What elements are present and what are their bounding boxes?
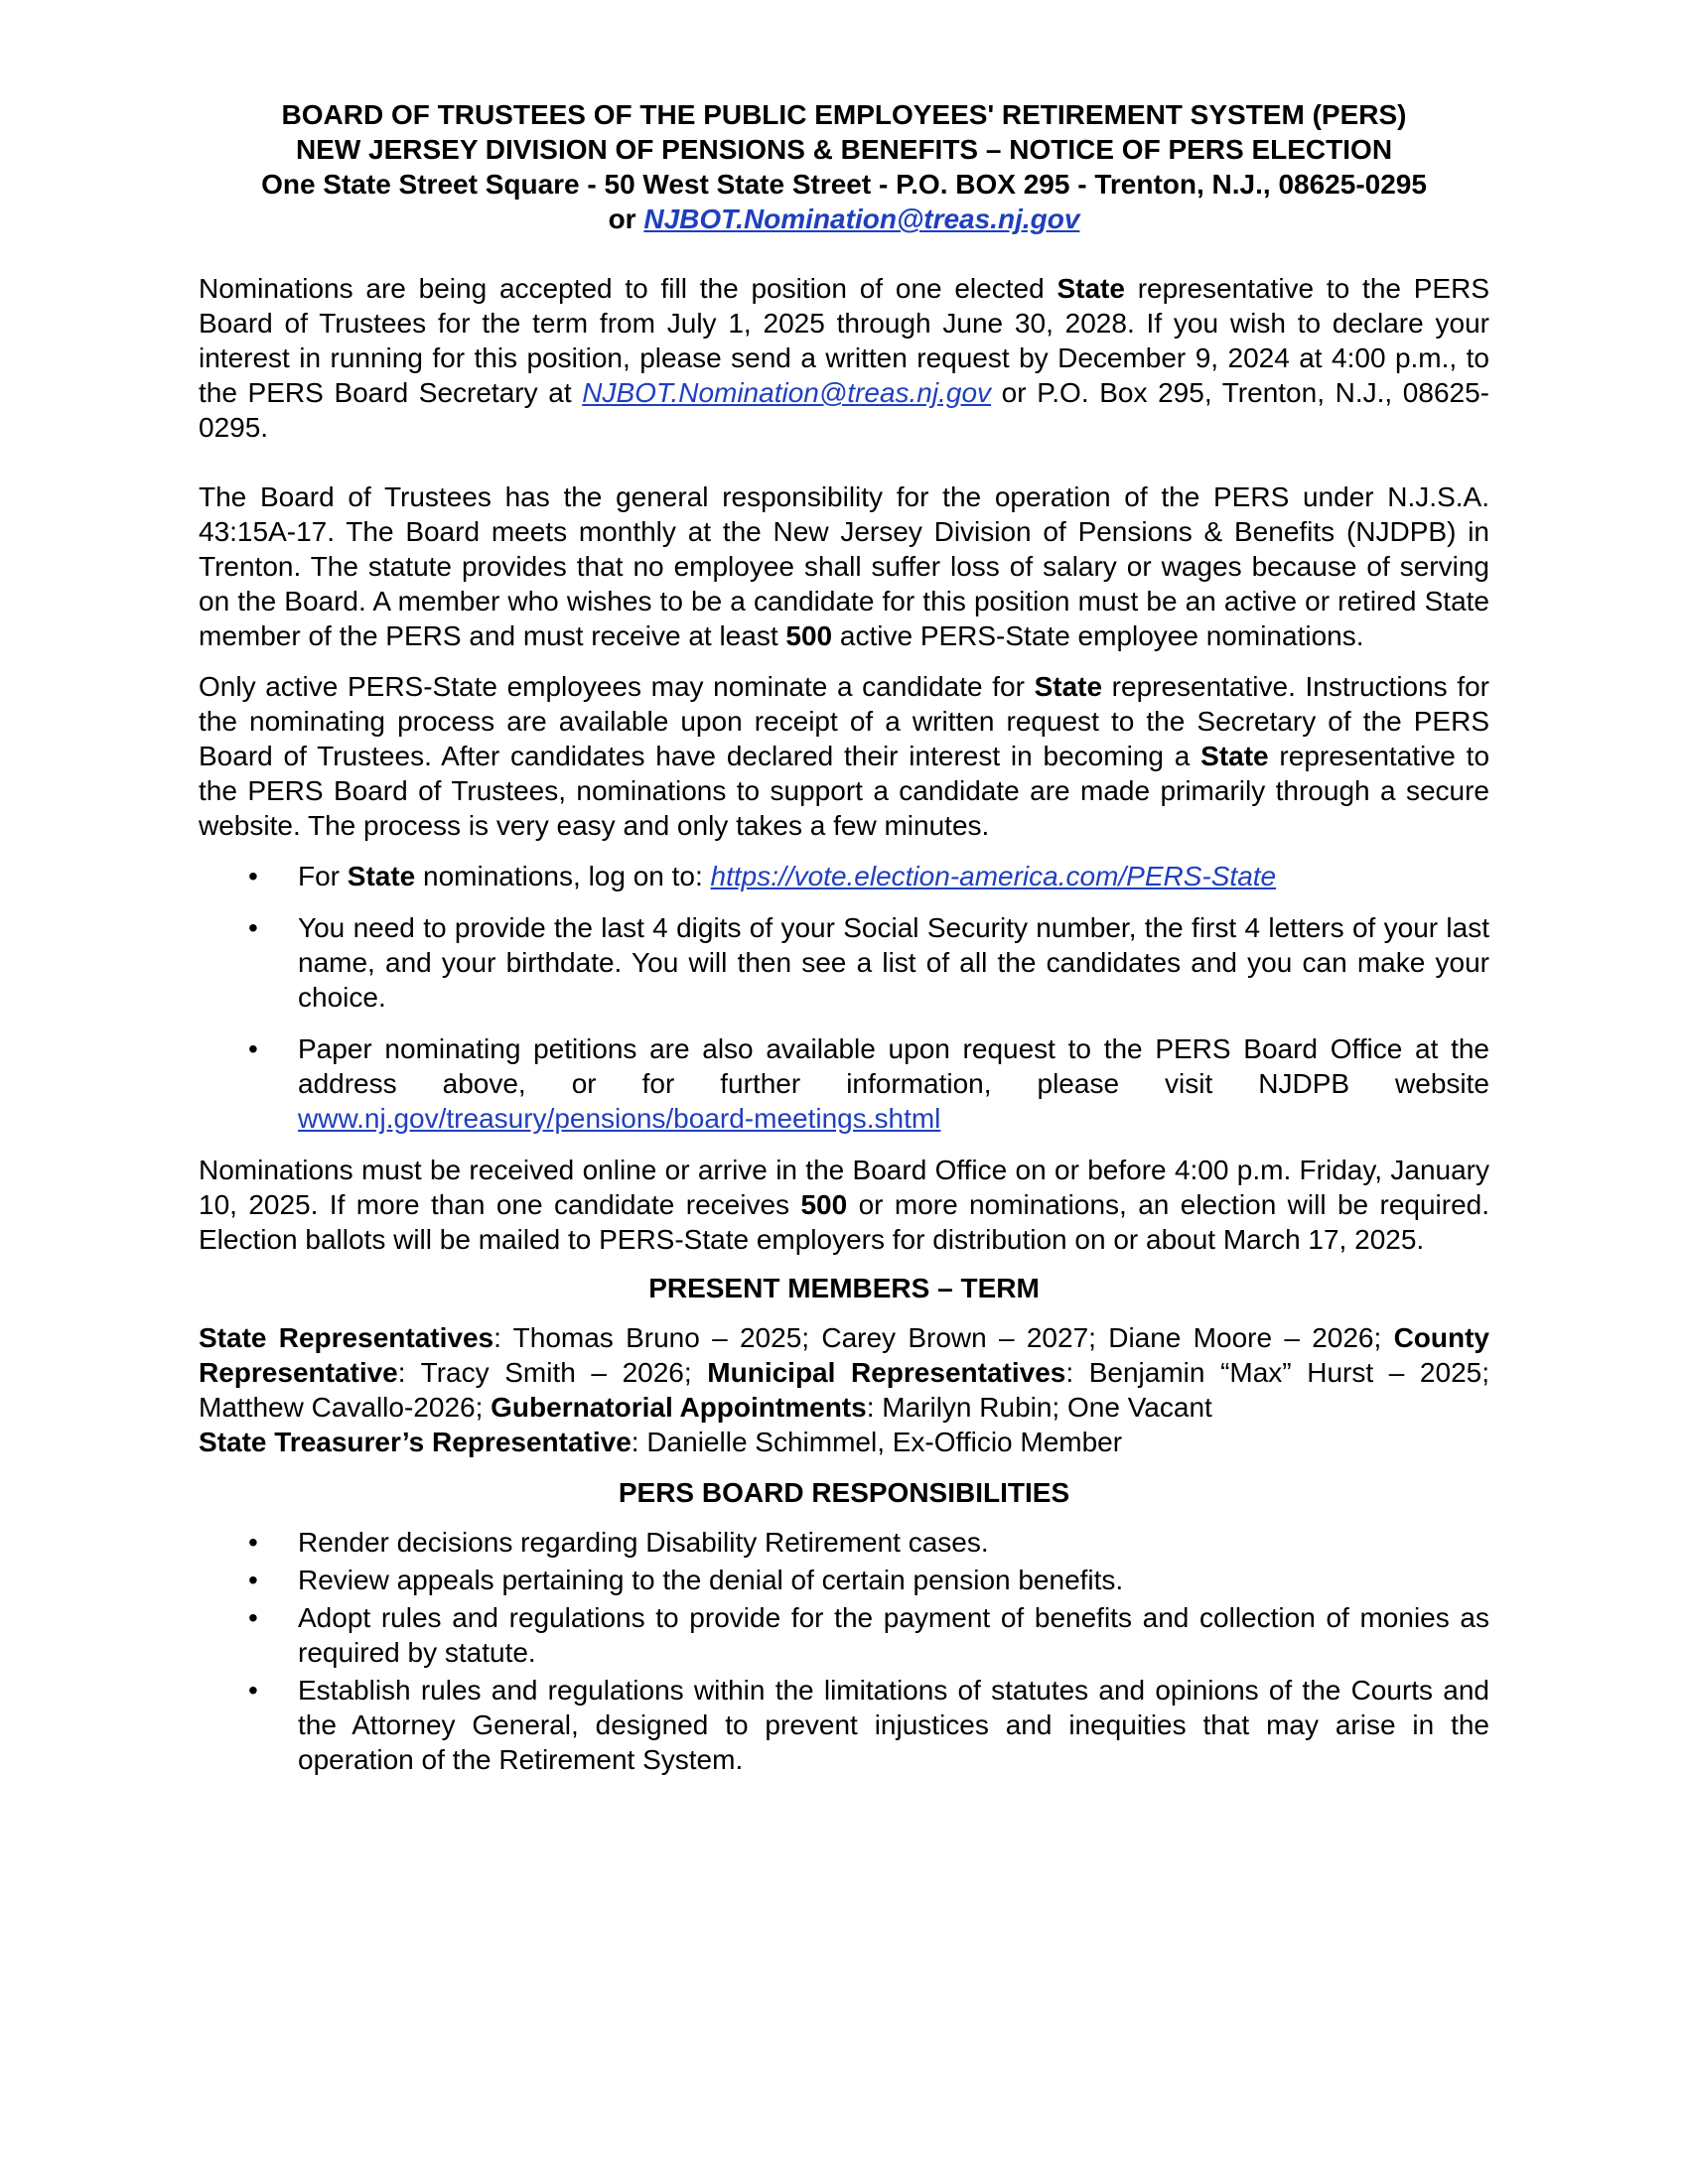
paragraph-board-responsibility [199, 479, 1489, 653]
text-run: Render decisions regarding Disability Retirement cases. [298, 1527, 989, 1558]
text-run: : Benjamin “Max” Hurst – 2025; Matthew Cavallo-2026; [199, 1357, 1489, 1423]
bold-label: State Representatives [199, 1322, 494, 1353]
bullet-icon: • [248, 1527, 258, 1558]
text-run: For [298, 861, 348, 891]
list-item [199, 859, 1489, 893]
bold-state: State [1056, 273, 1125, 304]
text-run: representative. Instructions for the nominating process are available upon receipt of a written request to the Secretary of the PERS Board of Trustees. After candidates have declared their interest in becoming a [199, 671, 1489, 771]
responsibilities-title: PERS BOARD RESPONSIBILITIES [618, 1477, 1070, 1508]
board-meetings-link[interactable]: www.nj.gov/treasury/pensions/board-meetings.shtml [298, 1103, 941, 1134]
text-run: active PERS-State employee nominations. [832, 620, 1364, 651]
bold-state: State [347, 861, 416, 891]
header-line-1: BOARD OF TRUSTEES OF THE PUBLIC EMPLOYEES' RETIREMENT SYSTEM (PERS) [281, 99, 1407, 130]
text-run: : Marilyn Rubin; One Vacant [866, 1392, 1212, 1423]
header-line-4 [199, 202, 1489, 236]
text-run: Only active PERS-State employees may nominate a candidate for [199, 671, 1035, 702]
header-line-2: NEW JERSEY DIVISION OF PENSIONS & BENEFITS – NOTICE OF PERS ELECTION [295, 134, 1393, 165]
list-item [199, 1031, 1489, 1136]
nomination-instructions-list [199, 859, 1489, 1136]
text-run: The Board of Trustees has the general responsibility for the operation of the PERS under N.J.S.A. 43:15A-17. The Board meets monthly at the New Jersey Division of Pensions & Benefits (NJDPB) in Trenton. The statute provides that no employee shall suffer loss of salary or wages because of serving on the Board. A member who wishes to be a candidate for this position must be an active or retired State member of the PERS and must receive at least [199, 481, 1489, 651]
present-members-title: PRESENT MEMBERS – TERM [648, 1273, 1040, 1303]
header-or-text: or [608, 204, 644, 234]
bold-state: State [1034, 671, 1103, 702]
text-run: representative to the PERS Board of Trustees for the term from July 1, 2025 through June 30, 2028. If you wish to declare your interest in running for this position, please send a written request by December 9, 2024 at 4:00 p.m., to the PERS Board Secretary at [199, 273, 1489, 408]
bold-state: State [1200, 741, 1269, 771]
paragraph-email-link[interactable]: NJBOT.Nomination@treas.nj.gov [582, 377, 992, 408]
bold-label: State Treasurer’s Representative [199, 1427, 632, 1457]
list-item [199, 910, 1489, 1015]
paragraph-nominations-intro [199, 271, 1489, 445]
text-run: You need to provide the last 4 digits of your Social Security number, the first 4 letters of your last name, and your birthdate. You will then see a list of all the candidates and you can make your choice. [298, 912, 1489, 1013]
paragraph-deadline [199, 1153, 1489, 1257]
text-run: Review appeals pertaining to the denial of certain pension benefits. [298, 1565, 1124, 1595]
bullet-icon: • [248, 912, 258, 943]
list-item [199, 1525, 1489, 1560]
text-run: or more nominations, an election will be required. Election ballots will be mailed to PERS-State employers for distribution on or about March 17, 2025. [199, 1189, 1489, 1255]
text-run: Establish rules and regulations within the limitations of statutes and opinions of the Courts and the Attorney General, designed to prevent injustices and inequities that may arise in the operation of the Retirement System. [298, 1675, 1489, 1775]
text-run: nominations, log on to: [415, 861, 711, 891]
text-run: representative to the PERS Board of Trustees, nominations to support a candidate are made primarily through a secure website. The process is very easy and only takes a few minutes. [199, 741, 1490, 841]
paragraph-nominating-process [199, 669, 1489, 843]
bullet-icon: • [248, 1675, 258, 1706]
text-run: Paper nominating petitions are also available upon request to the PERS Board Office at the address above, or for further information, please visit NJDPB website [298, 1033, 1489, 1099]
text-run: or P.O. Box 295, Trenton, N.J., 08625-0295. [199, 377, 1489, 443]
header-line-3: One State Street Square - 50 West State Street - P.O. BOX 295 - Trenton, N.J., 08625-0295 [261, 169, 1427, 200]
list-item [199, 1673, 1489, 1777]
paragraph-present-members [199, 1320, 1489, 1459]
header-email-link[interactable]: NJBOT.Nomination@treas.nj.gov [643, 204, 1080, 234]
vote-website-link[interactable]: https://vote.election-america.com/PERS-State [710, 861, 1277, 891]
text-run: : Danielle Schimmel, Ex-Officio Member [631, 1427, 1123, 1457]
bold-label: Municipal Representatives [707, 1357, 1066, 1388]
bullet-icon: • [248, 1565, 258, 1595]
text-run: : Thomas Bruno – 2025; Carey Brown – 2027; Diane Moore – 2026; [493, 1322, 1394, 1353]
text-run: Nominations are being accepted to fill the position of one elected [199, 273, 1057, 304]
bullet-icon: • [248, 1033, 258, 1064]
bold-500: 500 [800, 1189, 848, 1220]
list-item [199, 1563, 1489, 1597]
document-page [199, 97, 1489, 1793]
text-run: : Tracy Smith – 2026; [397, 1357, 708, 1388]
bullet-icon: • [248, 861, 258, 891]
list-item [199, 1600, 1489, 1670]
bold-label: County Representative [199, 1322, 1489, 1388]
bold-500: 500 [785, 620, 833, 651]
bold-label: Gubernatorial Appointments [491, 1392, 867, 1423]
text-run: Adopt rules and regulations to provide for the payment of benefits and collection of monies as required by statute. [298, 1602, 1489, 1668]
bullet-icon: • [248, 1602, 258, 1633]
text-run: Nominations must be received online or arrive in the Board Office on or before 4:00 p.m. Friday, January 10, 2025. If more than one candidate receives [199, 1155, 1489, 1220]
responsibilities-list [199, 1525, 1489, 1777]
notice-header [199, 97, 1489, 236]
